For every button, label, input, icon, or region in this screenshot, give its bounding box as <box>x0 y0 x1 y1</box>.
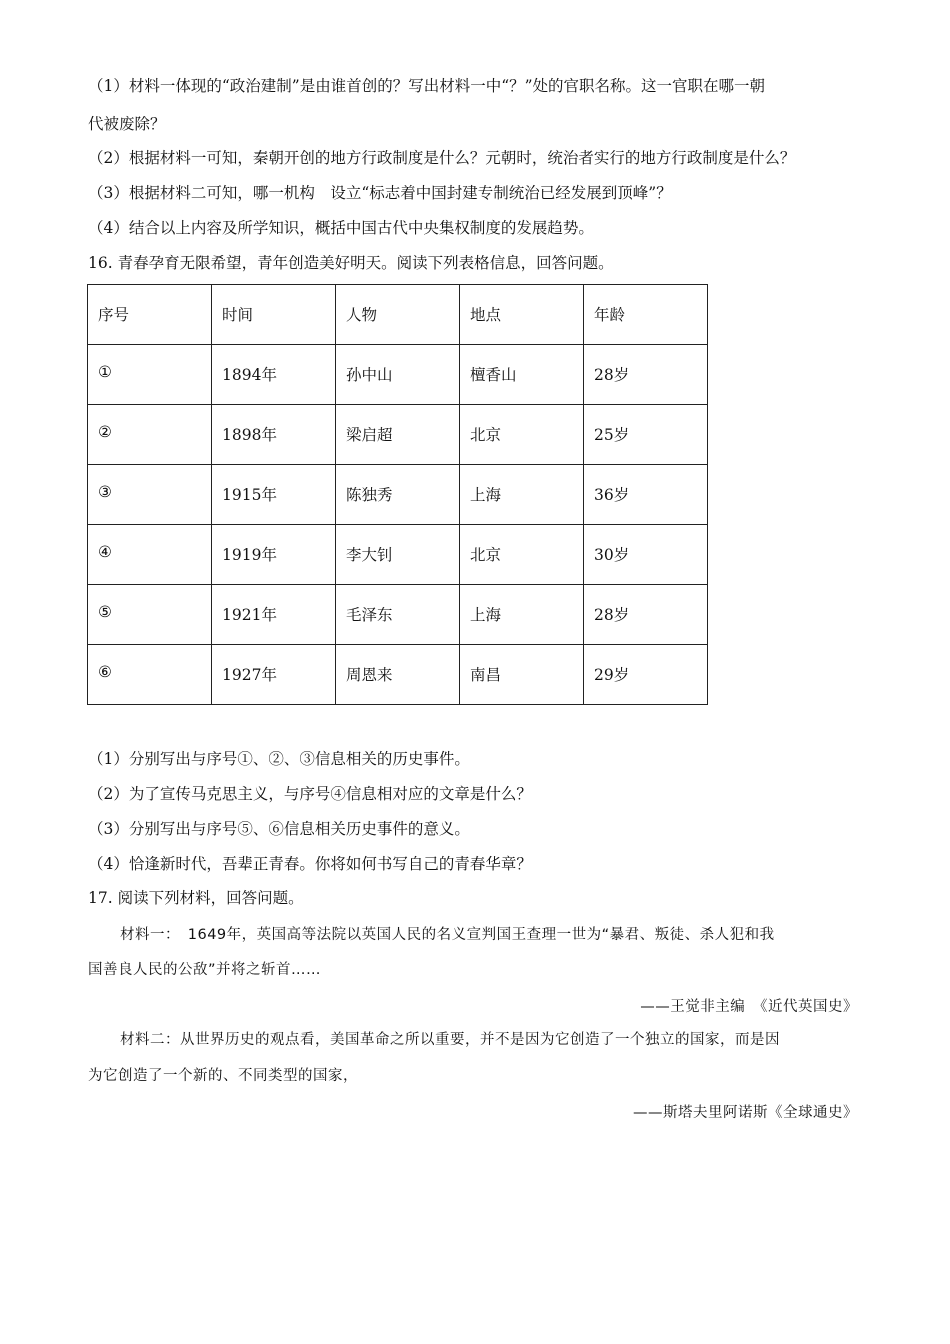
table-row <box>88 345 708 405</box>
q17-source2: ——斯塔夫里阿诺斯《全球通史》 <box>633 1105 858 1121</box>
table-cell: 周恩来 <box>336 645 460 705</box>
table-cell: 25岁 <box>584 405 708 465</box>
table-cell: ② <box>88 405 212 465</box>
table-cell: 梁启超 <box>336 405 460 465</box>
table-cell: 1921年 <box>212 585 336 645</box>
q17-material2-line1: 材料二：从世界历史的观点看，美国革命之所以重要，并不是因为它创造了一个独立的国家，而是因 <box>120 1032 780 1048</box>
table-cell: 上海 <box>460 585 584 645</box>
table-cell: 28岁 <box>584 345 708 405</box>
table-cell: ① <box>88 345 212 405</box>
table-cell: 1919年 <box>212 525 336 585</box>
table-header-cell: 年龄 <box>584 285 708 345</box>
table-row <box>88 465 708 525</box>
q15-sub3: （3）根据材料二可知，哪一机构 设立“标志着中国封建专制统治已经发展到顶峰”？ <box>88 184 672 202</box>
table-cell: 28岁 <box>584 585 708 645</box>
table-cell: 上海 <box>460 465 584 525</box>
q16-sub3: （3）分别写出与序号⑤、⑥信息相关历史事件的意义。 <box>88 820 470 838</box>
q17-title: 17. 阅读下列材料，回答问题。 <box>88 889 304 907</box>
table-cell: 南昌 <box>460 645 584 705</box>
table-row <box>88 585 708 645</box>
q17-source1: ——王觉非主编 《近代英国史》 <box>640 999 858 1015</box>
q17-material1-line2: 国善良人民的公敌”并将之斩首…… <box>88 962 322 978</box>
q16-sub4: （4）恰逢新时代，吾辈正青春。你将如何书写自己的青春华章？ <box>88 855 532 873</box>
q16-sub1: （1）分别写出与序号①、②、③信息相关的历史事件。 <box>88 750 470 768</box>
table-row <box>88 645 708 705</box>
table-header-cell: 人物 <box>336 285 460 345</box>
table-cell: 孙中山 <box>336 345 460 405</box>
table-header-row <box>88 285 708 345</box>
table-cell: ⑥ <box>88 645 212 705</box>
table-row <box>88 405 708 465</box>
table-cell: 1927年 <box>212 645 336 705</box>
table-cell: 36岁 <box>584 465 708 525</box>
q15-sub2: （2）根据材料一可知，秦朝开创的地方行政制度是什么？元朝时，统治者实行的地方行政制度是什么？ <box>88 149 796 167</box>
table-cell: ④ <box>88 525 212 585</box>
table-cell: 1894年 <box>212 345 336 405</box>
q17-material1-line1: 材料一： 1649年，英国高等法院以英国人民的名义宣判国王查理一世为“暴君、叛徒、杀人犯和我 <box>120 927 775 943</box>
table-row <box>88 525 708 585</box>
q15-sub1-line2: 代被废除？ <box>88 115 166 133</box>
table-cell: 北京 <box>460 525 584 585</box>
table-cell: 1915年 <box>212 465 336 525</box>
q16-title: 16. 青春孕育无限希望，青年创造美好明天。阅读下列表格信息，回答问题。 <box>88 254 614 272</box>
q17-material2-line2: 为它创造了一个新的、不同类型的国家， <box>88 1068 358 1084</box>
table-cell: ⑤ <box>88 585 212 645</box>
table-cell: ③ <box>88 465 212 525</box>
q16-sub2: （2）为了宣传马克思主义，与序号④信息相对应的文章是什么？ <box>88 785 532 803</box>
table-cell: 29岁 <box>584 645 708 705</box>
table-cell: 毛泽东 <box>336 585 460 645</box>
table-cell: 30岁 <box>584 525 708 585</box>
table-cell: 北京 <box>460 405 584 465</box>
table-header-cell: 时间 <box>212 285 336 345</box>
table-cell: 檀香山 <box>460 345 584 405</box>
table-cell: 李大钊 <box>336 525 460 585</box>
q15-sub4: （4）结合以上内容及所学知识，概括中国古代中央集权制度的发展趋势。 <box>88 219 594 237</box>
table-cell: 陈独秀 <box>336 465 460 525</box>
info-table <box>87 284 708 705</box>
q15-sub1-line1: （1）材料一体现的“政治建制”是由谁首创的？写出材料一中“？”处的官职名称。这一官职在哪一朝 <box>88 77 766 95</box>
table-cell: 1898年 <box>212 405 336 465</box>
table-header-cell: 地点 <box>460 285 584 345</box>
table-header-cell: 序号 <box>88 285 212 345</box>
